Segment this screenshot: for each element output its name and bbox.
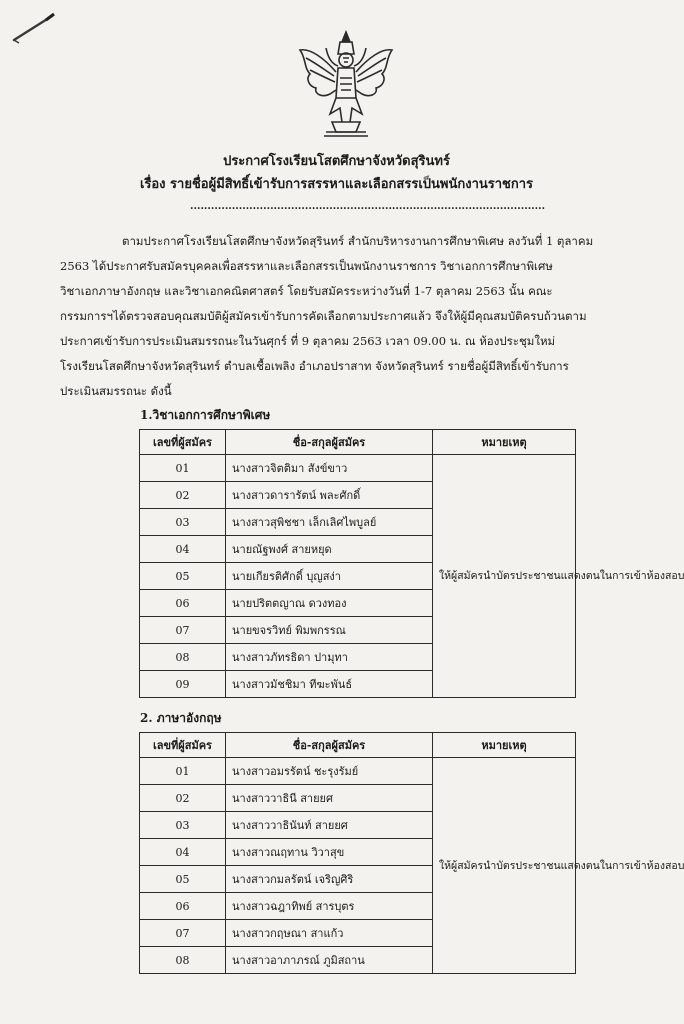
applicant-number: 05 (140, 866, 226, 893)
applicant-name: นายปริตตญาณ ดวงทอง (226, 590, 433, 617)
announcement-body (60, 229, 634, 404)
column-header-note: หมายเหตุ (433, 430, 576, 455)
applicant-name: นางสาวฉฎาทิพย์ สารบุตร (226, 893, 433, 920)
applicant-name: นางสาวอมรรัตน์ ชะรุงรัมย์ (226, 758, 433, 785)
applicant-number: 09 (140, 671, 226, 698)
applicant-number: 02 (140, 785, 226, 812)
applicant-number: 05 (140, 563, 226, 590)
body-line: ตามประกาศโรงเรียนโสตศึกษาจังหวัดสุรินทร์ สำนักบริหารงานการศึกษาพิเศษ ลงวันที่ 1 ตุลาคม (122, 234, 594, 248)
table-header-row (140, 733, 576, 758)
applicant-name: นางสาวอาภาภรณ์ ภูมิสถาน (226, 947, 433, 974)
applicant-number: 04 (140, 536, 226, 563)
body-line: ประกาศเข้ารับการประเมินสมรรถนะในวันศุกร์ ที่ 9 ตุลาคม 2563 เวลา 09.00 น. ณ ห้องประชุมใหม่ (60, 334, 556, 348)
section-heading-english: 2. ภาษาอังกฤษ (140, 711, 222, 725)
applicant-name: นางสาวกมลรัตน์ เจริญศิริ (226, 866, 433, 893)
remark-cell: ให้ผู้สมัครนำบัตรประชาชนแสดงตนในการเข้าห้องสอบ (433, 455, 576, 698)
pen-mark-icon (10, 10, 56, 44)
applicant-name: นางสาวจิตติมา สังข์ขาว (226, 455, 433, 482)
applicant-number: 08 (140, 644, 226, 671)
applicant-name: นายณัฐพงศ์ สายหยุด (226, 536, 433, 563)
applicant-number: 07 (140, 617, 226, 644)
column-header-name: ชื่อ-สกุลผู้สมัคร (226, 733, 433, 758)
applicant-number: 08 (140, 947, 226, 974)
applicant-name: นายเกียรติศักดิ์ บุญสง่า (226, 563, 433, 590)
column-header-note: หมายเหตุ (433, 733, 576, 758)
body-line: 2563 ได้ประกาศรับสมัครบุคคลเพื่อสรรหาและเลือกสรรเป็นพนักงานราชการ วิชาเอกการศึกษาพิเศษ (60, 259, 553, 273)
applicant-number: 06 (140, 893, 226, 920)
applicant-number: 01 (140, 455, 226, 482)
applicant-name: นางสาวมัชชิมา ทีฆะพันธ์ (226, 671, 433, 698)
applicant-number: 07 (140, 920, 226, 947)
applicant-number: 03 (140, 812, 226, 839)
applicant-number: 03 (140, 509, 226, 536)
announcement-subject: เรื่อง รายชื่อผู้มีสิทธิ์เข้ารับการสรรหาและเลือกสรรเป็นพนักงานราชการ (139, 177, 534, 192)
body-line: โรงเรียนโสตศึกษาจังหวัดสุรินทร์ ตำบลเชื้อเพลิง อำเภอปราสาท จังหวัดสุรินทร์ รายชื่อผู้มีสิทธิ์เข้ารับการ (60, 359, 569, 373)
applicant-name: นางสาวภัทรธิดา ปามุทา (226, 644, 433, 671)
candidate-table-english (139, 732, 684, 974)
applicant-name: นางสาววาธินี สายยศ (226, 785, 433, 812)
applicant-number: 01 (140, 758, 226, 785)
applicant-number: 04 (140, 839, 226, 866)
table-row (140, 455, 576, 482)
candidate-table-special-education (139, 429, 684, 698)
separator-dots: ...................................................................................................... (190, 201, 546, 212)
column-header-number: เลขที่ผู้สมัคร (140, 430, 226, 455)
applicant-name: นางสาวดารารัตน์ พละศักดิ์ (226, 482, 433, 509)
column-header-number: เลขที่ผู้สมัคร (140, 733, 226, 758)
body-line: กรรมการฯได้ตรวจสอบคุณสมบัติผู้สมัครเข้ารับการคัดเลือกตามประกาศแล้ว จึงให้ผู้มีคุณสมบัติครบถ้วนตาม (60, 309, 587, 323)
announcement-title: ประกาศโรงเรียนโสตศึกษาจังหวัดสุรินทร์ (223, 154, 450, 169)
body-line: ประเมินสมรรถนะ ดังนี้ (60, 384, 172, 398)
applicant-name: นายขจรวิทย์ พิมพกรรณ (226, 617, 433, 644)
table-header-row (140, 430, 576, 455)
remark-cell: ให้ผู้สมัครนำบัตรประชาชนแสดงตนในการเข้าห้องสอบ (433, 758, 576, 974)
applicant-name: นางสาววาธินันท์ สายยศ (226, 812, 433, 839)
section-heading-special-education: 1.วิชาเอกการศึกษาพิเศษ (140, 408, 271, 422)
applicant-number: 02 (140, 482, 226, 509)
applicant-name: นางสาวสุพิชชา เล็กเลิศไพบูลย์ (226, 509, 433, 536)
body-line: วิชาเอกภาษาอังกฤษ และวิชาเอกคณิตศาสตร์ โดยรับสมัครระหว่างวันที่ 1-7 ตุลาคม 2563 นั้น คณะ (60, 284, 553, 298)
column-header-name: ชื่อ-สกุลผู้สมัคร (226, 430, 433, 455)
garuda-emblem-icon (296, 28, 396, 140)
table-row (140, 758, 576, 785)
applicant-number: 06 (140, 590, 226, 617)
applicant-name: นางสาวกฤษณา สาแก้ว (226, 920, 433, 947)
applicant-name: นางสาวณฤทาน วิวาสุข (226, 839, 433, 866)
